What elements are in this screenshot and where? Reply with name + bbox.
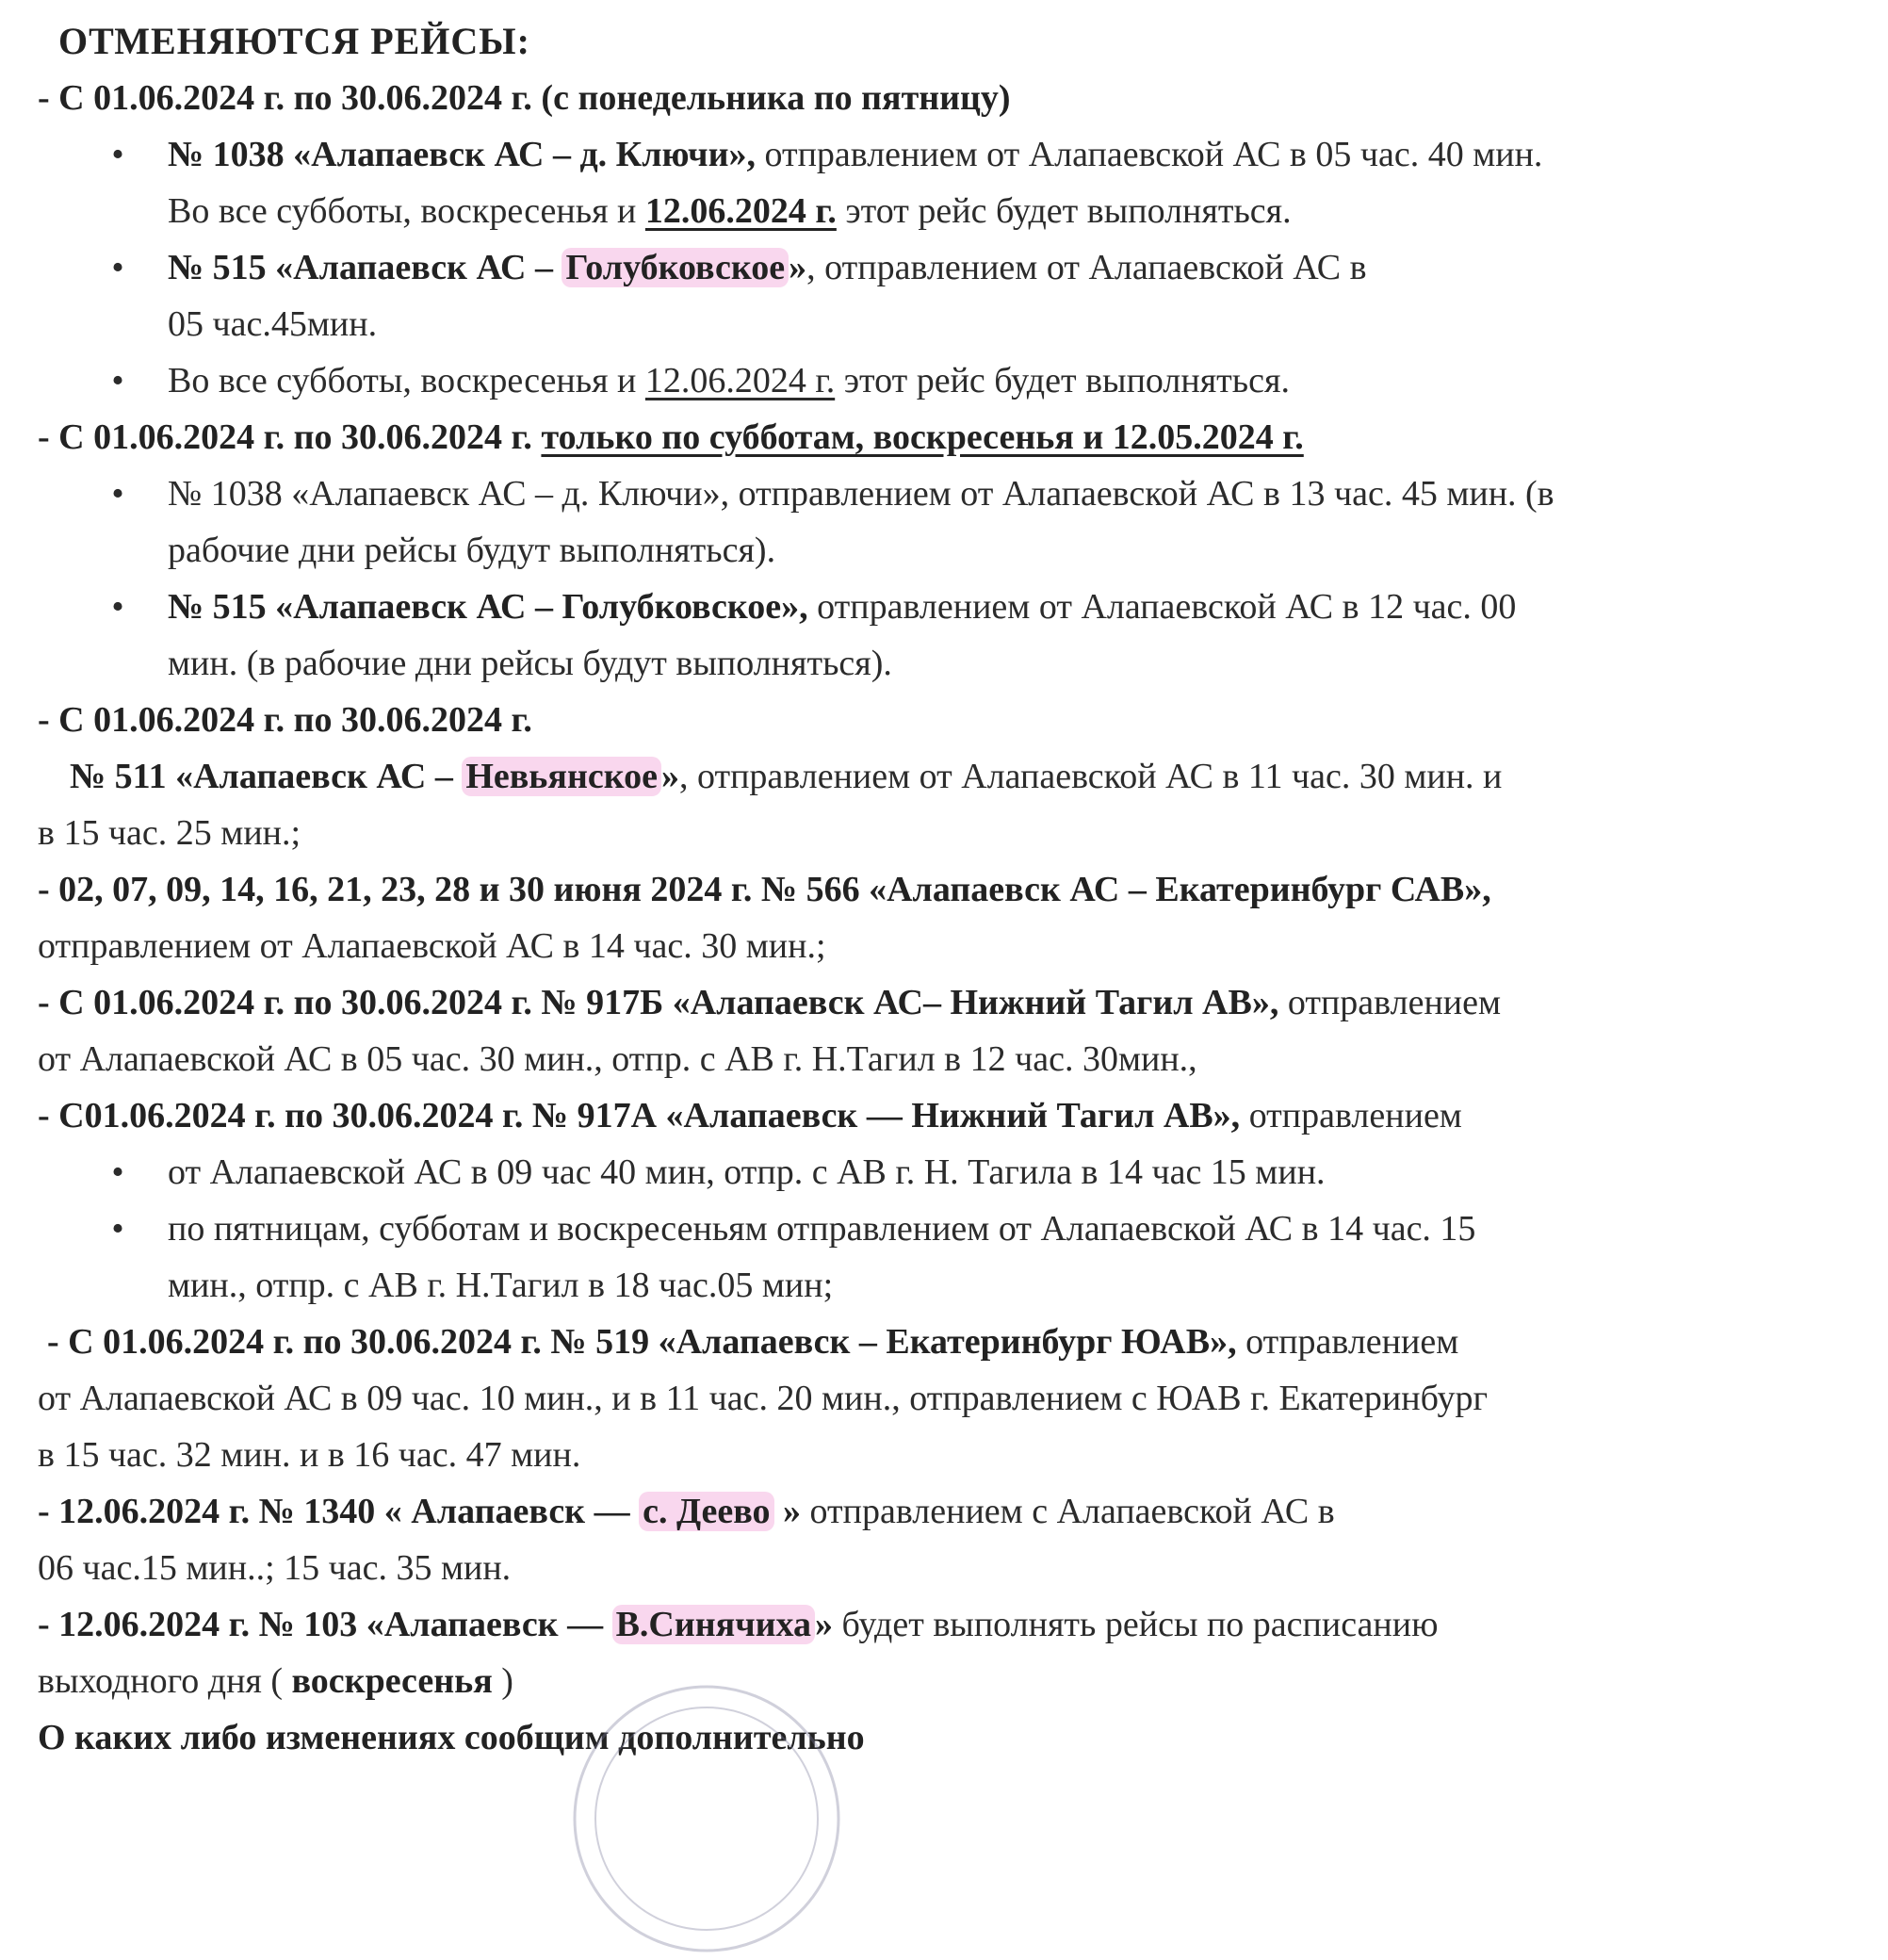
- section-7-line-1: - С 01.06.2024 г. по 30.06.2024 г. № 519 «Алапаевск – Екатеринбург ЮАВ», отправлением: [47, 1322, 1459, 1362]
- highlight-marker: В.Синячиха: [612, 1605, 815, 1644]
- section-9-line-1: - 12.06.2024 г. № 103 «Алапаевск — В.Синячиха » будет выполнять рейсы по расписанию: [38, 1605, 1439, 1644]
- section-8-line-2: 06 час.15 мин..; 15 час. 35 мин.: [38, 1548, 512, 1588]
- bullet-icon: •: [111, 248, 124, 287]
- section-4-line-2: отправлением от Алапаевской АС в 14 час. 30 мин.;: [38, 926, 826, 966]
- notice-document: [38, 13, 1865, 1766]
- footer-note: О каких либо изменениях сообщим дополнительно: [38, 1718, 865, 1757]
- bullet-icon: •: [111, 135, 124, 174]
- section-1-heading: - С 01.06.2024 г. по 30.06.2024 г. (с понедельника по пятницу): [38, 78, 1011, 118]
- section-2-item-1: • № 1038 «Алапаевск АС – д. Ключи», отправлением от Алапаевской АС в 13 час. 45 мин. (в рабочие дни рейсы будут выполняться).: [38, 466, 1865, 579]
- section-6-item-1: • от Алапаевской АС в 09 час 40 мин, отпр. с АВ г. Н. Тагила в 14 час 15 мин.: [38, 1144, 1865, 1200]
- bullet-icon: •: [111, 1209, 124, 1249]
- section-6-item-2: • по пятницам, субботам и воскресеньям отправлением от Алапаевской АС в 14 час. 15 мин., отпр. с АВ г. Н.Тагил в 18 час.05 мин;: [38, 1200, 1865, 1314]
- bullet-icon: •: [111, 587, 124, 627]
- section-2-item-2: • № 515 «Алапаевск АС – Голубковское», отправлением от Алапаевской АС в 12 час. 00 мин. (в рабочие дни рейсы будут выполняться).: [38, 579, 1865, 692]
- section-8-line-1: - 12.06.2024 г. № 1340 « Алапаевск — с. Деево » отправлением с Алапаевской АС в: [38, 1492, 1335, 1531]
- section-3-heading: - С 01.06.2024 г. по 30.06.2024 г.: [38, 700, 532, 740]
- section-1-item-3: • Во все субботы, воскресенья и 12.06.2024 г. этот рейс будет выполняться.: [38, 352, 1865, 409]
- bullet-icon: •: [111, 361, 124, 400]
- section-3-line-1: № 511 «Алапаевск АС – Невьянское », отправлением от Алапаевской АС в 11 час. 30 мин. и: [70, 757, 1503, 796]
- highlight-marker: Невьянское: [462, 757, 661, 796]
- section-2-heading: - С 01.06.2024 г. по 30.06.2024 г. только по субботам, воскресенья и 12.05.2024 г.: [38, 417, 1304, 457]
- bullet-icon: •: [111, 474, 124, 514]
- section-4-line-1: - 02, 07, 09, 14, 16, 21, 23, 28 и 30 июня 2024 г. № 566 «Алапаевск АС – Екатеринбург САВ»,: [38, 870, 1491, 909]
- section-9-line-2: выходного дня ( воскресенья ): [38, 1661, 513, 1701]
- section-6-line-1: - С01.06.2024 г. по 30.06.2024 г. № 917А «Алапаевск — Нижний Тагил АВ», отправлением: [38, 1096, 1462, 1135]
- section-1-item-1: • № 1038 «Алапаевск АС – д. Ключи», отправлением от Алапаевской АС в 05 час. 40 мин. Во все субботы, воскресенья и 12.06.2024 г. этот рейс будет выполняться.: [38, 126, 1865, 239]
- highlight-marker: с. Деево: [639, 1492, 773, 1531]
- section-3-line-2: в 15 час. 25 мин.;: [38, 813, 301, 853]
- section-5-line-1: - С 01.06.2024 г. по 30.06.2024 г. № 917Б «Алапаевск АС– Нижний Тагил АВ», отправлением: [38, 983, 1502, 1022]
- highlight-marker: Голубковское: [562, 248, 789, 287]
- section-5-line-2: от Алапаевской АС в 05 час. 30 мин., отпр. с АВ г. Н.Тагил в 12 час. 30мин.,: [38, 1039, 1197, 1079]
- bullet-icon: •: [111, 1152, 124, 1192]
- section-7-line-3: в 15 час. 32 мин. и в 16 час. 47 мин.: [38, 1435, 581, 1475]
- section-1-item-2: • № 515 «Алапаевск АС – Голубковское », отправлением от Алапаевской АС в 05 час.45мин.: [38, 239, 1865, 352]
- notice-title: ОТМЕНЯЮТСЯ РЕЙСЫ:: [58, 20, 530, 62]
- section-7-line-2: от Алапаевской АС в 09 час. 10 мин., и в 11 час. 20 мин., отправлением с ЮАВ г. Екатеринбург: [38, 1379, 1489, 1418]
